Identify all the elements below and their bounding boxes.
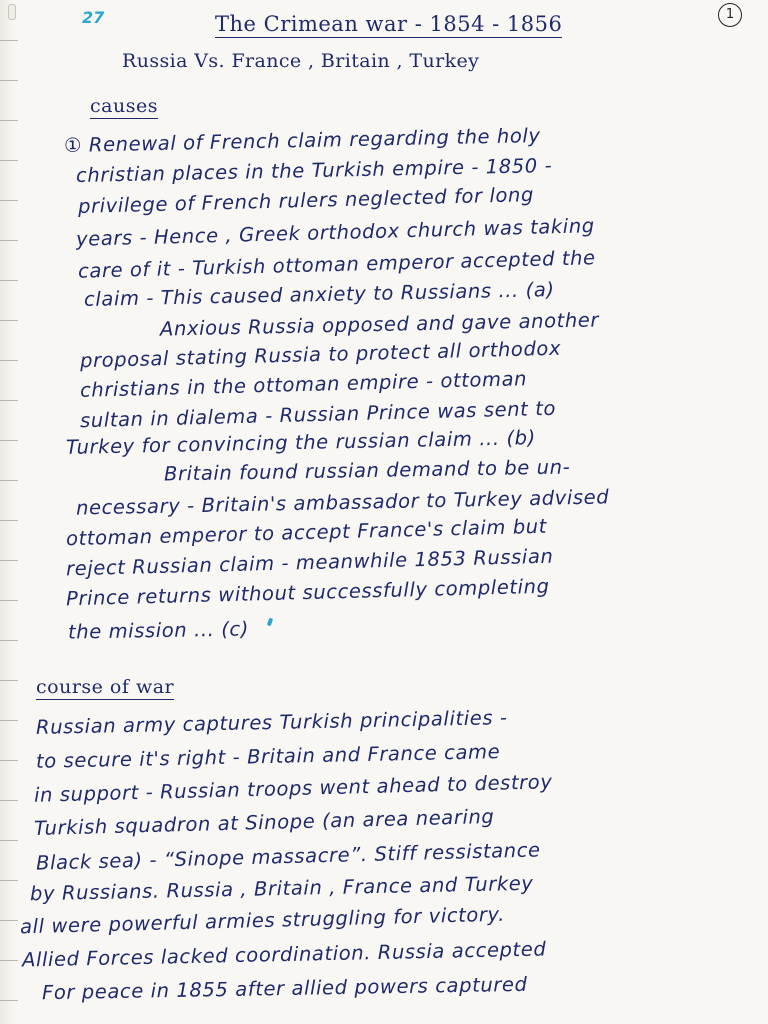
causes-line: necessary - Britain's ambassador to Turkey advised xyxy=(75,485,610,520)
causes-heading: causes xyxy=(90,95,158,117)
course-line: in support - Russian troops went ahead to destroy xyxy=(33,770,553,807)
course-line: For peace in 1855 after allied powers captured xyxy=(41,972,528,1005)
causes-line: claim - This caused anxiety to Russians ... (a) xyxy=(83,278,555,311)
ink-mark xyxy=(267,618,273,627)
course-line: Black sea) - “Sinope massacre”. Stiff ressistance xyxy=(35,838,541,875)
causes-line: years - Hence , Greek orthodox church was taking xyxy=(75,214,596,251)
course-line: to secure it's right - Britain and France came xyxy=(35,740,501,773)
course-line: Russian army captures Turkish principalities - xyxy=(35,706,508,739)
page-title: The Crimean war - 1854 - 1856 xyxy=(215,12,563,36)
causes-line: Anxious Russia opposed and gave another xyxy=(159,308,600,341)
course-line: Allied Forces lacked coordination. Russia accepted xyxy=(21,937,547,972)
causes-line: Turkey for convincing the russian claim ... (b) xyxy=(65,426,537,459)
causes-line: sultan in dialema - Russian Prince was sent to xyxy=(79,396,557,433)
causes-line: Britain found russian demand to be un- xyxy=(163,455,571,486)
causes-line: privilege of French rulers neglected for long xyxy=(77,183,535,218)
causes-line: christian places in the Turkish empire - 1850 - xyxy=(75,154,553,187)
causes-line: ottoman emperor to accept France's claim but xyxy=(65,514,548,551)
causes-line: reject Russian claim - meanwhile 1853 Russian xyxy=(65,544,554,581)
binding-mark xyxy=(8,4,16,20)
page-subtitle: Russia Vs. France , Britain , Turkey xyxy=(122,50,480,72)
causes-line: proposal stating Russia to protect all orthodox xyxy=(79,336,562,373)
course-line: Turkish squadron at Sinope (an area nearing xyxy=(33,804,495,841)
course-line: by Russians. Russia , Britain , France and Turkey xyxy=(29,871,534,906)
course-line: all were powerful armies struggling for victory. xyxy=(19,902,506,939)
causes-line: care of it - Turkish ottoman emperor accepted the xyxy=(77,246,596,283)
causes-line: the mission ... (c) xyxy=(67,617,250,644)
page-number: 27 xyxy=(82,8,105,27)
causes-line: christians in the ottoman empire - ottoman xyxy=(79,367,528,402)
page-margin xyxy=(0,0,22,1024)
causes-line: Prince returns without successfully completing xyxy=(65,574,550,611)
causes-line: ① Renewal of French claim regarding the holy xyxy=(63,124,541,157)
course-of-war-heading: course of war xyxy=(36,676,175,698)
circled-page-number: 1 xyxy=(718,3,742,27)
